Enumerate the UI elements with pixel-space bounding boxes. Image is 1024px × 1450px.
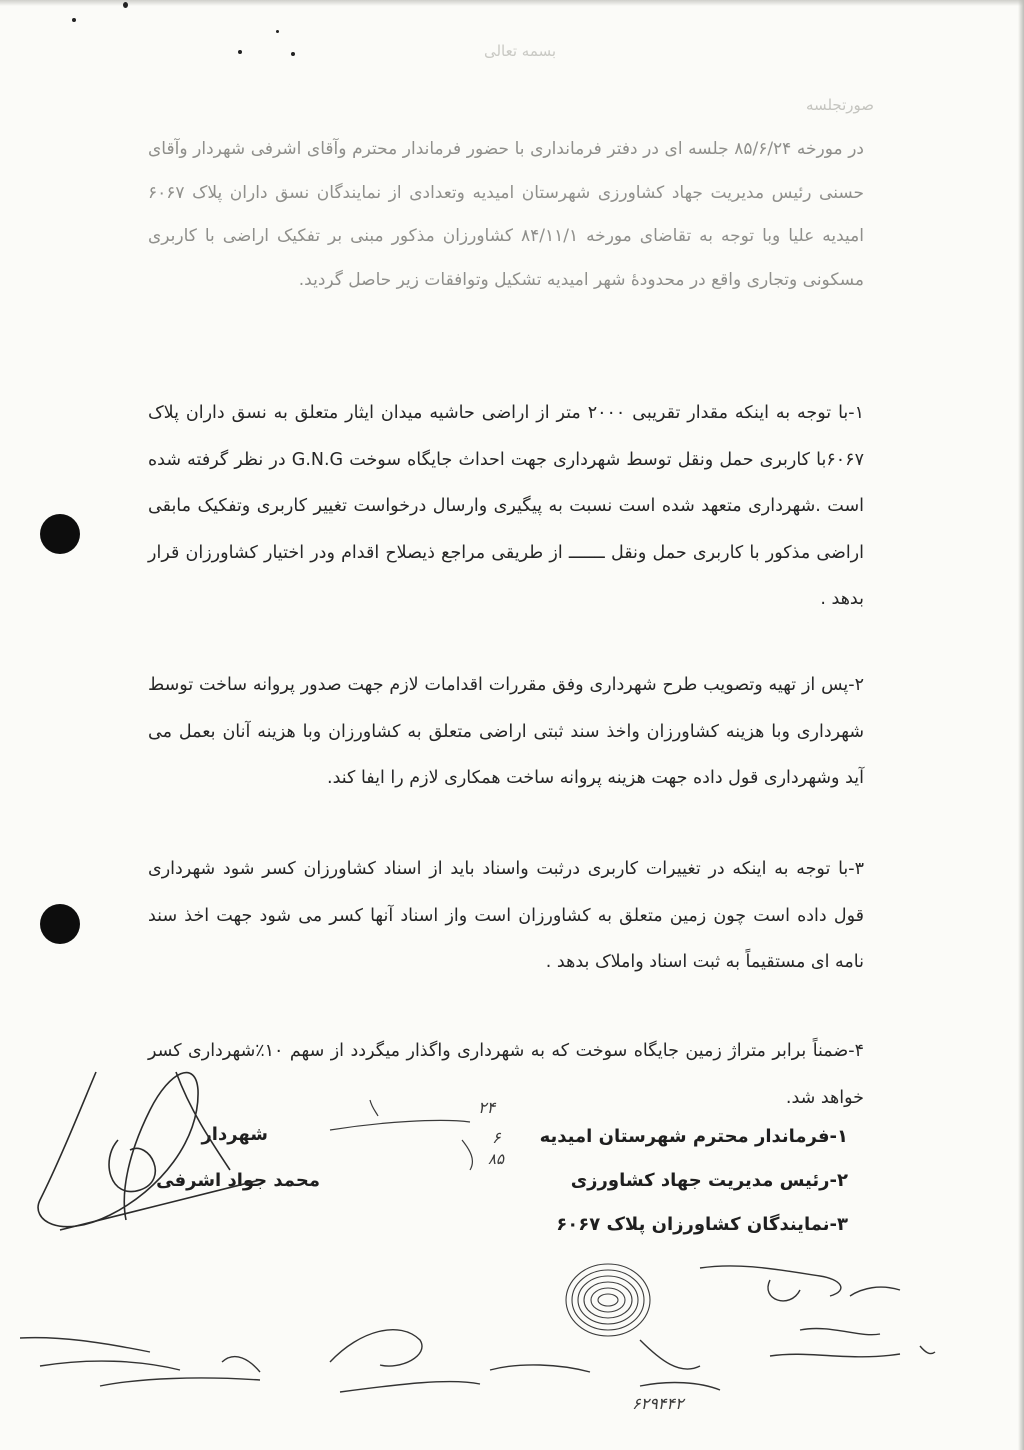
fingerprint: [566, 1264, 650, 1336]
document-subject: صورتجلسه: [806, 96, 874, 114]
cc-recipient-agriculture: ۲-رئیس مدیریت جهاد کشاورزی: [570, 1170, 848, 1191]
handwritten-date-day: ۲۴: [478, 1098, 496, 1117]
farmer-signatures-right: [700, 1266, 935, 1357]
handwritten-date-month: ۶: [492, 1128, 501, 1147]
farmer-signatures-left: [20, 1330, 720, 1392]
agreement-item-4: ۴-ضمناً برابر متراژ زمین جایگاه سوخت که به شهرداری واگذار میگردد از سهم ۱۰٪شهرداری کسر خواهد شد.: [148, 1041, 865, 1108]
mayor-title: شهردار: [201, 1124, 268, 1145]
header-basmala: بسمه تعالی: [483, 42, 557, 60]
mayor-signature: [38, 1072, 260, 1230]
mayor-name: محمد جواد اشرفی: [156, 1170, 320, 1191]
cc-recipient-governor: ۱-فرماندار محترم شهرستان امیدیه: [539, 1126, 848, 1147]
date-stamp-marks: [330, 1100, 472, 1170]
handwritten-number: ۶۲۹۴۴۲: [632, 1394, 684, 1413]
agreement-item-2: ۲-پس از تهیه وتصویب طرح شهرداری وفق مقررات اقدامات لازم جهت صدور پروانه ساخت توسط شهرداری وبا هزینه کشاورزان واخذ سند ثبتی اراضی متعلق به کشاورزان وبا هزینه آنان بعمل می آید وشهرداری قول داده جهت هزینه پروانه ساخت همکاری لازم را ایفا کند.: [148, 675, 864, 788]
agreement-item-3: ۳-با توجه به اینکه در تغییرات کاربری درثبت واسناد باید از اسناد کشاورزان کسر شود شهرداری قول داده است چون زمین متعلق به کشاورزان است واز اسناد آنها کسر می شود جهت اخذ سند نامه ای مستقیماً به ثبت اسناد واملاک بدهد .: [148, 859, 864, 972]
handwritten-date-year: ۸۵: [488, 1150, 505, 1168]
agreement-item-1: ۱-با توجه به اینکه مقدار تقریبی ۲۰۰۰ متر از اراضی حاشیه میدان ایثار متعلق به نسق داران پلاک ۶۰۶۷با کاربری حمل ونقل توسط شهرداری جهت احداث جایگاه سوخت G.N.G در نظر گرفته شده است .شهرداری متعهد شده است نسبت به پیگیری وارسال درخواست تغییر کاربری وتفکیک مابقی اراضی مذکور با کاربری حمل ونقل ـــــــ از طریقی مراجع ذیصلاح اقدام ودر اختیار کشاورزان قرار بدهد .: [148, 403, 864, 609]
cc-recipient-farmers: ۳-نمایندگان کشاورزان پلاک ۶۰۶۷: [556, 1214, 848, 1235]
intro-paragraph: در مورخه ۸۵/۶/۲۴ جلسه ای در دفتر فرمانداری با حضور فرماندار محترم وآقای اشرفی شهردار وآقای حسنی رئیس مدیریت جهاد کشاورزی شهرستان امیدیه وتعدادی از نمایندگان نسق داران پلاک ۶۰۶۷ امیدیه علیا وبا توجه به تقاضای مورخه ۸۴/۱۱/۱ کشاورزان مذکور مبنی بر تفکیک اراضی با کاربری مسکونی وتجاری واقع در محدودهٔ شهر امیدیه تشکیل وتوافقات زیر حاصل گردید.: [148, 139, 865, 290]
